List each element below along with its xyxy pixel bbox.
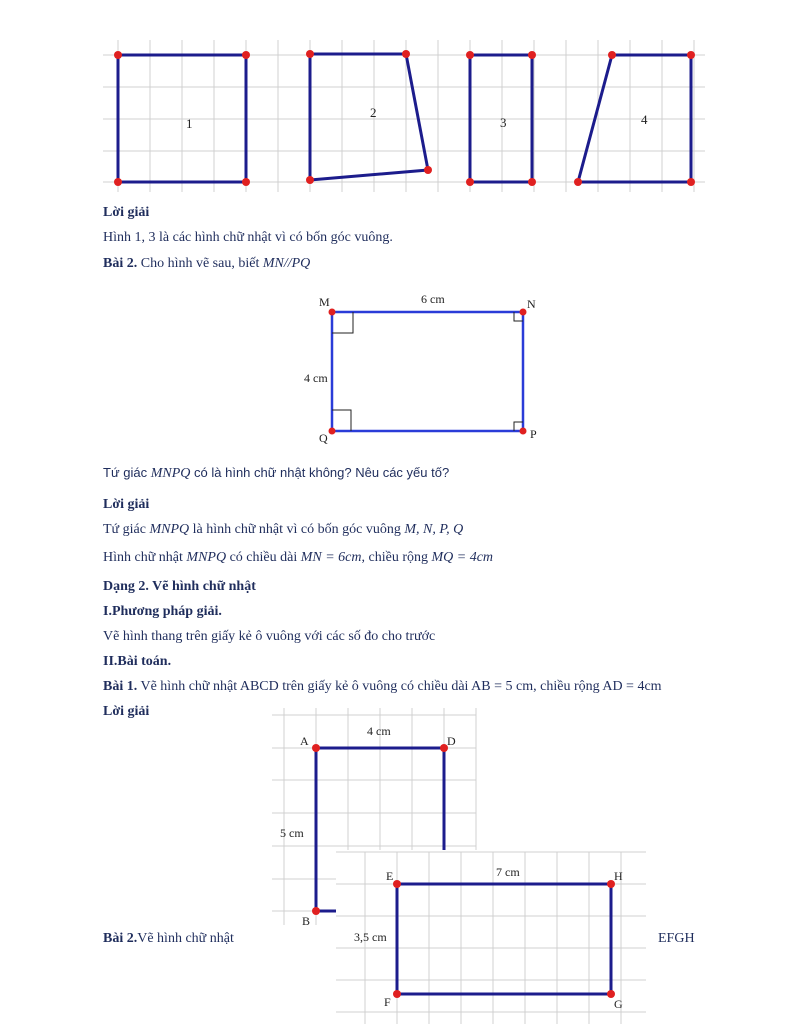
text: có chiều dài xyxy=(229,550,298,565)
bai1-text: Vẽ hình chữ nhật ABCD trên giấy kẻ ô vuông có chiều dài AB = 5 cm, chiều rộng AD = 4cm xyxy=(140,679,662,694)
math-angles: M, N, P, Q xyxy=(404,522,464,537)
shape-label-2: 2 xyxy=(370,105,377,120)
shape-label-1: 1 xyxy=(186,116,193,131)
vertex-m: M xyxy=(319,295,330,309)
vertex-d: D xyxy=(447,734,456,748)
question-math: MNPQ xyxy=(150,466,191,481)
bai2-draw-label: Bài 2. xyxy=(103,931,138,946)
shape-label-3: 3 xyxy=(500,115,507,130)
text: Hình chữ nhật xyxy=(103,550,183,565)
problems-title: II.Bài toán. xyxy=(103,654,172,669)
problem-2-label: Bài 2. xyxy=(103,256,138,271)
vertex-p: P xyxy=(530,427,537,441)
vertex-g: G xyxy=(614,997,623,1011)
label-4cm-b: 4 cm xyxy=(367,724,391,738)
math-mnpq: MNPQ xyxy=(149,522,190,537)
bai2-draw-text: Vẽ hình chữ nhật xyxy=(137,931,234,946)
shape-label-4: 4 xyxy=(641,112,648,127)
bai2-draw-line xyxy=(103,930,234,948)
label-7cm: 7 cm xyxy=(496,865,520,879)
vertex-b: B xyxy=(302,914,311,928)
math-mn: MN = 6cm xyxy=(300,550,362,565)
bai2-draw-tail: EFGH xyxy=(658,931,695,946)
math-mnpq: MNPQ xyxy=(186,550,227,565)
method-text: Vẽ hình thang trên giấy kẻ ô vuông với các số đo cho trước xyxy=(103,629,436,644)
vertex-e: E xyxy=(386,869,394,883)
label-3-5cm: 3,5 cm xyxy=(354,930,387,944)
section-dang2-title: Dạng 2. Vẽ hình chữ nhật xyxy=(103,579,256,594)
vertex-n: N xyxy=(527,297,536,311)
math-mq: MQ = 4cm xyxy=(431,550,494,565)
solution-heading-2: Lời giải xyxy=(103,497,150,512)
label-4cm: 4 cm xyxy=(304,371,328,385)
label-6cm: 6 cm xyxy=(421,292,445,306)
vertex-q: Q xyxy=(319,431,328,445)
solution-text-1: Hình 1, 3 là các hình chữ nhật vì có bốn góc vuông. xyxy=(103,230,393,245)
label-5cm: 5 cm xyxy=(280,826,304,840)
text: , chiều rộng xyxy=(361,550,428,565)
question-pre: Tứ giác xyxy=(103,465,148,480)
text: Tứ giác xyxy=(103,522,146,537)
bai1-label: Bài 1. xyxy=(103,679,138,694)
text: là hình chữ nhật vì có bốn góc vuông xyxy=(192,522,401,537)
question-post: có là hình chữ nhật không? Nêu các yếu tố? xyxy=(194,465,450,480)
solution-heading-3: Lời giải xyxy=(103,704,150,719)
vertex-a: A xyxy=(300,734,309,748)
vertex-f: F xyxy=(384,995,391,1009)
problem-2-math: MN//PQ xyxy=(262,256,311,271)
vertex-h: H xyxy=(614,869,623,883)
solution-heading-1: Lời giải xyxy=(103,205,150,220)
method-title: I.Phương pháp giải. xyxy=(103,604,222,619)
problem-2-text: Cho hình vẽ sau, biết xyxy=(140,256,260,271)
